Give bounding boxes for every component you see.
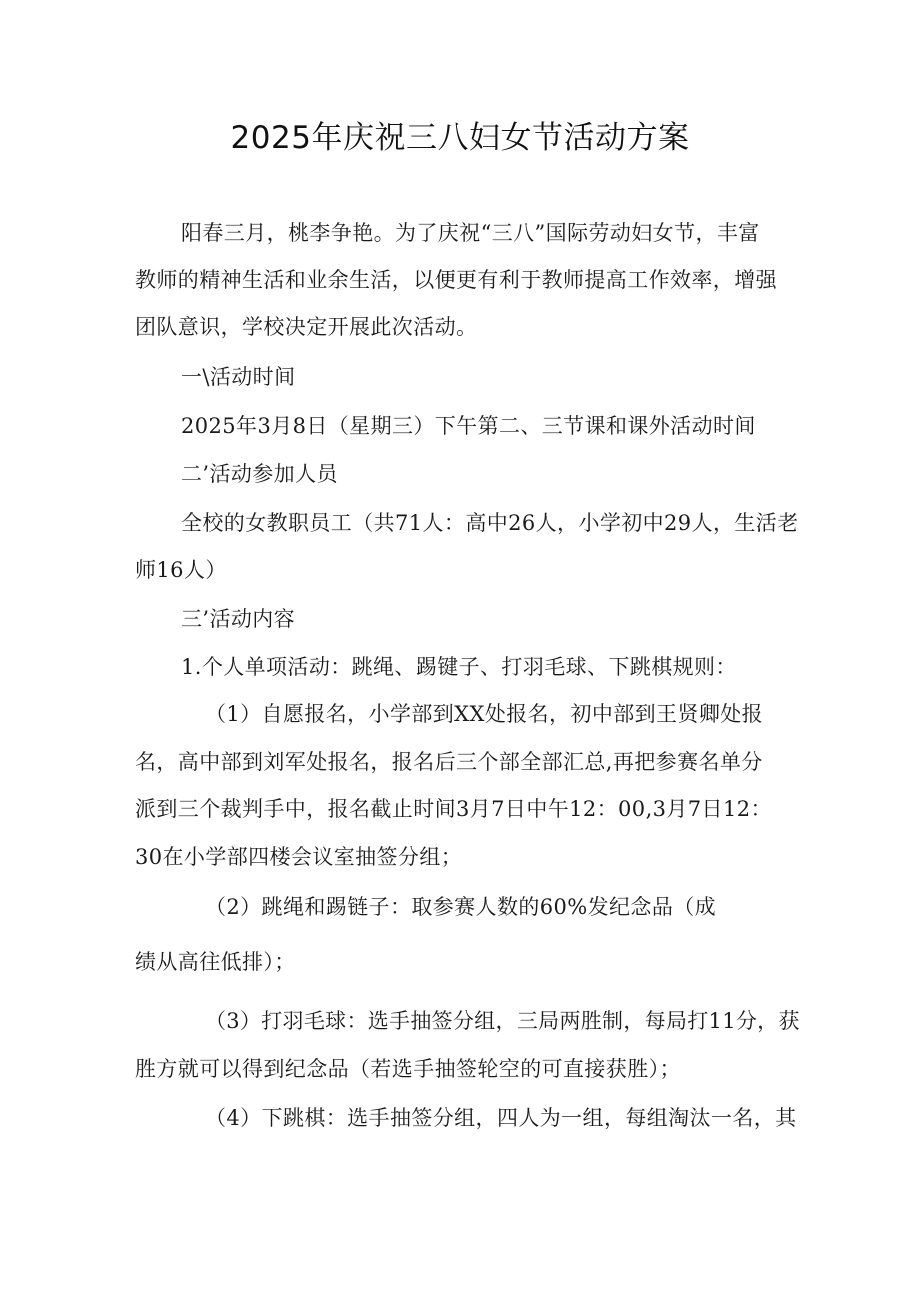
rule-1-line-2: 名，高中部到刘军处报名，报名后三个部全部汇总,再把参赛名单分 — [135, 750, 763, 774]
rule-1-line-3: 派到三个裁判手中，报名截止时间3月7日中午12：00,3月7日12： — [135, 797, 772, 821]
rule-1-line-4: 30在小学部四楼会议室抽签分组； — [135, 845, 463, 869]
paragraph-line-2: 教师的精神生活和业余生活，以便更有利于教师提高工作效率，增强 — [135, 268, 777, 292]
rule-3-line-1: （3）打羽毛球：选手抽签分组，三局两胜制，每局打11分，获 — [205, 1009, 800, 1033]
rule-3-line-2: 胜方就可以得到纪念品（若选手抽签轮空的可直接获胜）； — [135, 1057, 681, 1081]
rule-1-line-1: （1）自愿报名，小学部到XX处报名，初中部到王贤卿处报 — [205, 702, 764, 726]
rule-4-line-1: （4）下跳棋：选手抽签分组，四人为一组，每组淘汰一名，其 — [205, 1106, 797, 1130]
rule-2-line-1: （2）跳绳和踢链子：取参赛人数的60%发纪念品（成 — [205, 895, 717, 919]
content-item-1: 1.个人单项活动：跳绳、踢键子、打羽毛球、下跳棋规则： — [181, 655, 737, 679]
section-heading-time: 一\活动时间 — [181, 365, 296, 389]
document-title: 2025年庆祝三八妇女节活动方案 — [230, 120, 690, 156]
rule-2-line-2: 绩从高往低排）； — [135, 950, 296, 974]
participants-line-2: 师16人） — [135, 558, 227, 582]
section-heading-content: 三’活动内容 — [181, 607, 296, 631]
participants-line-1: 全校的女教职员工（共71人：高中26人，小学初中29人，生活老 — [181, 511, 799, 535]
activity-time: 2025年3月8日（星期三）下午第二、三节课和课外活动时间 — [181, 414, 756, 438]
paragraph-line-1: 阳春三月，桃李争艳。为了庆祝“三八”国际劳动妇女节，丰富 — [181, 221, 760, 245]
paragraph-line-3: 团队意识，学校决定开展此次活动。 — [135, 315, 478, 339]
section-heading-participants: 二’活动参加人员 — [181, 462, 338, 486]
